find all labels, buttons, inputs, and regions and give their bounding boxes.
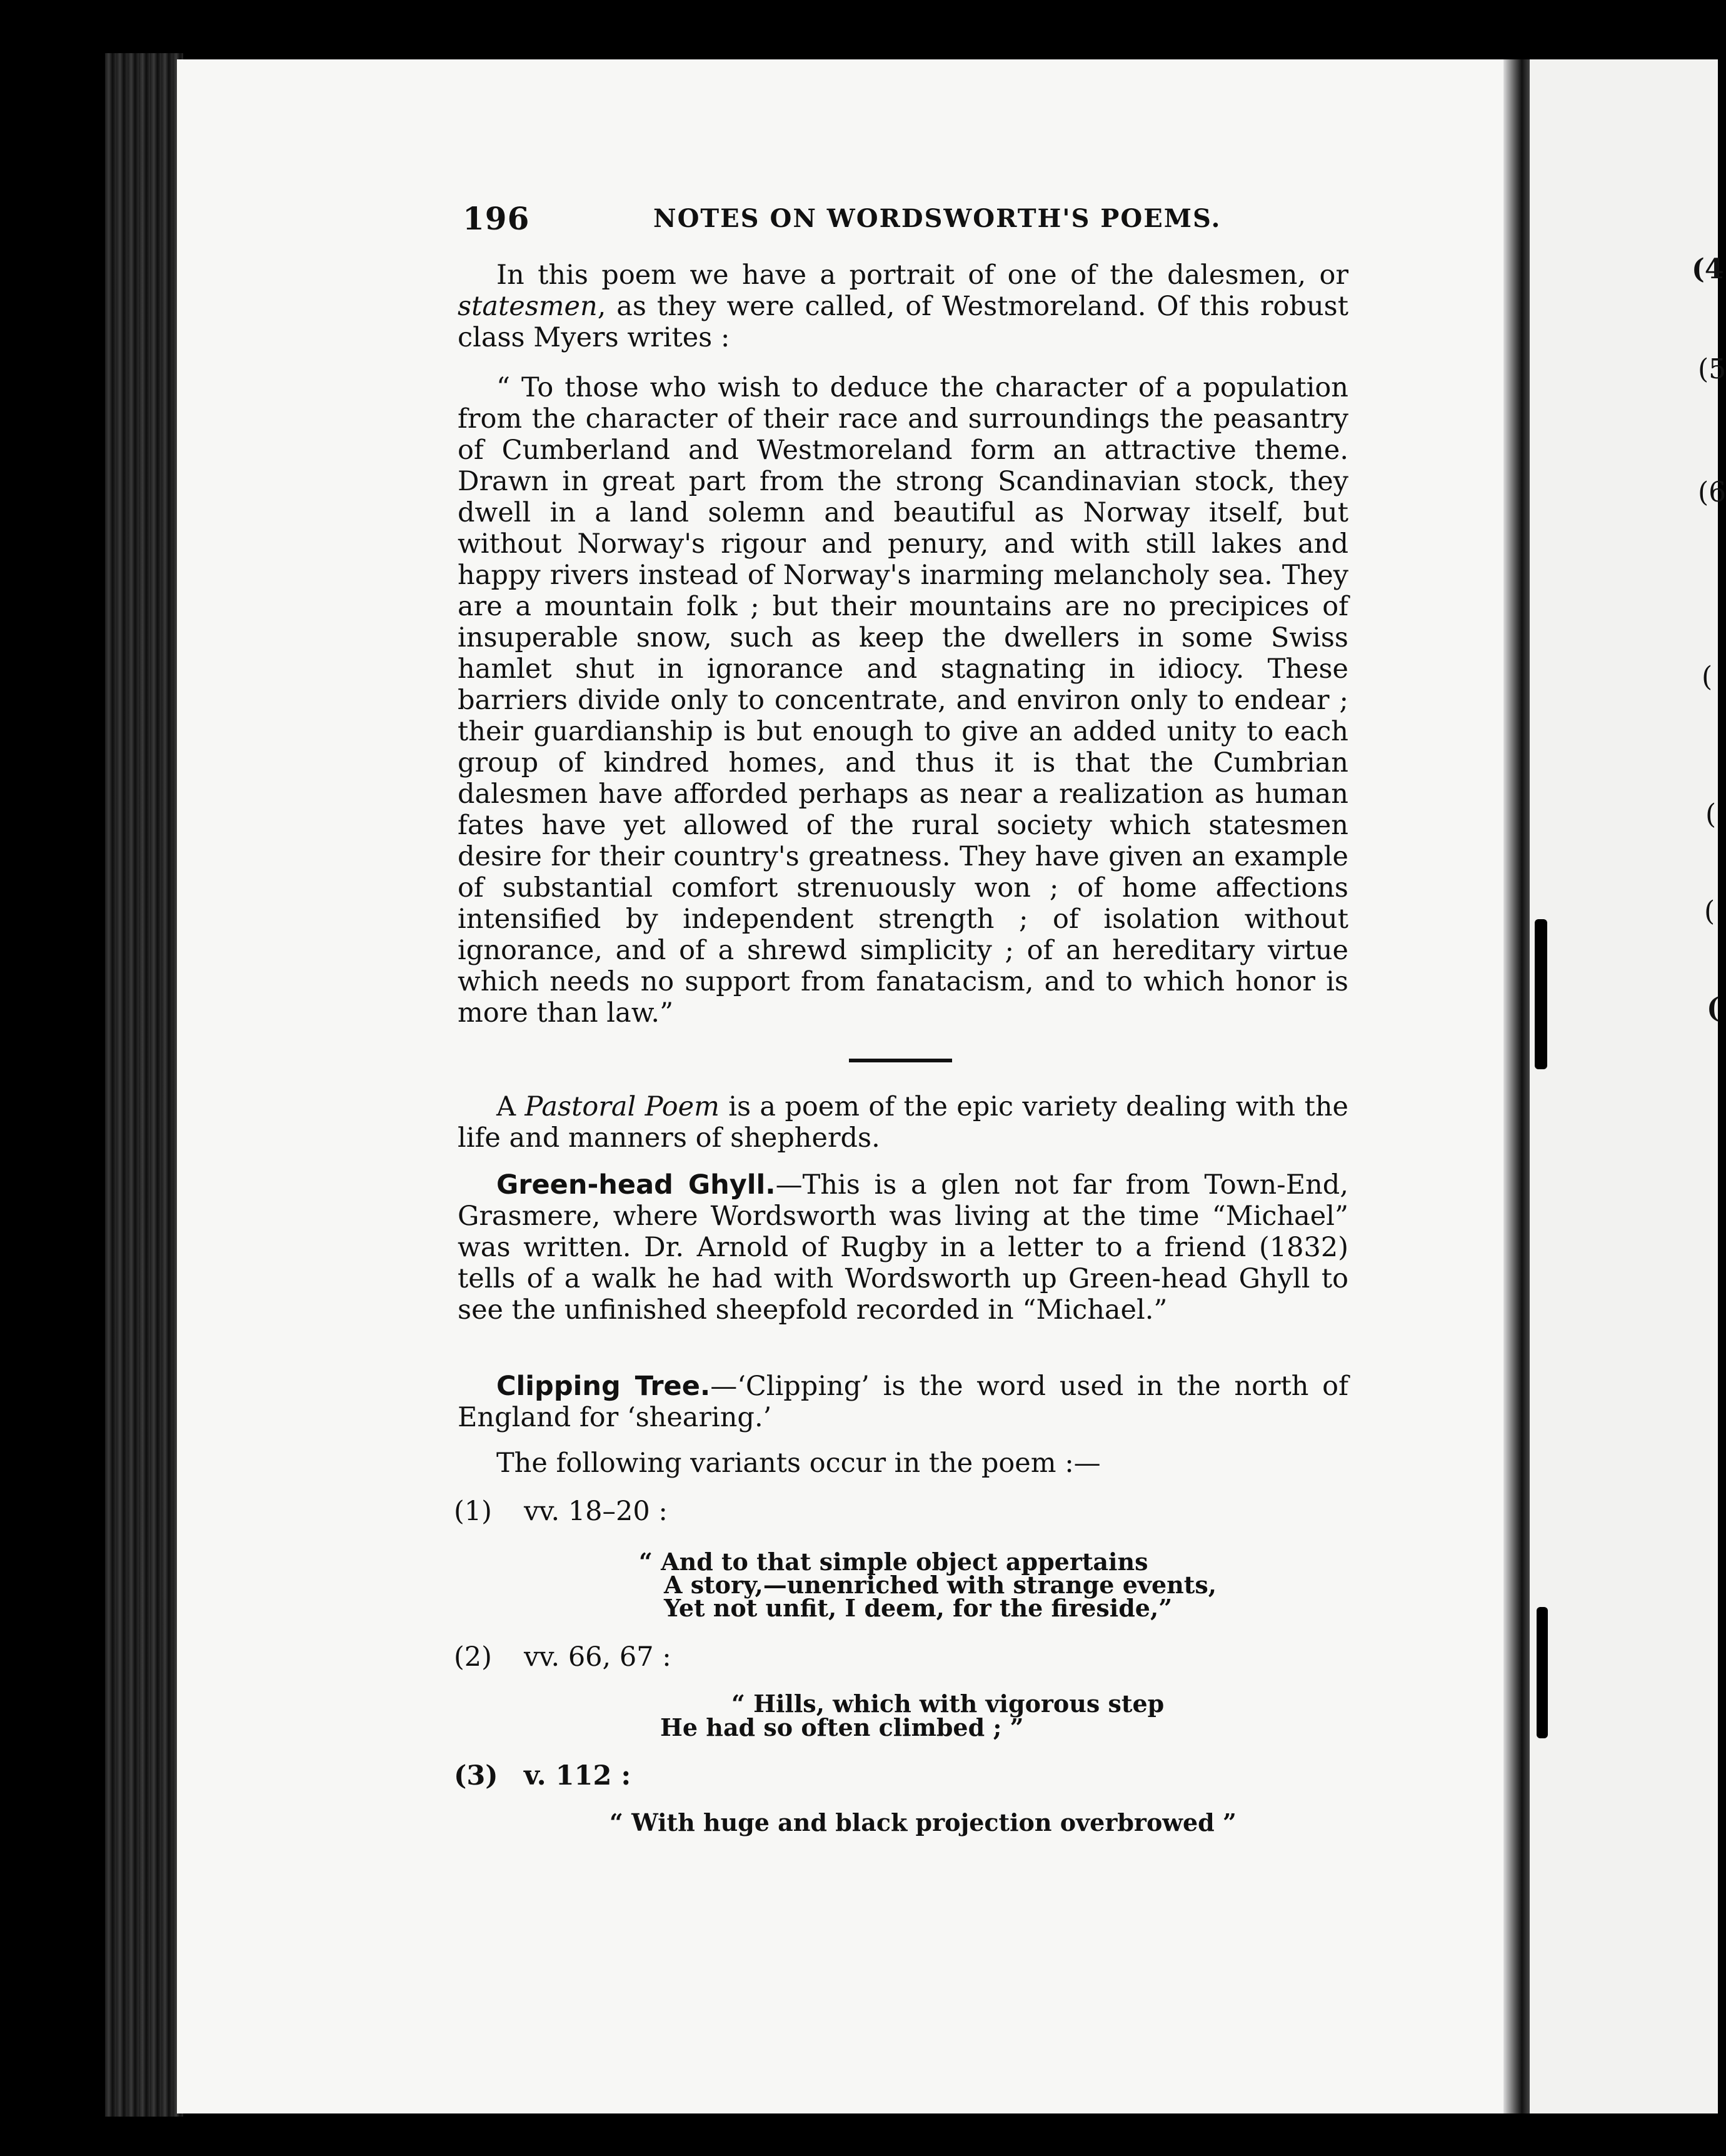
facing-page-fragment: (: [1704, 895, 1715, 927]
pastoral-pre: A: [496, 1091, 525, 1122]
section-divider: [849, 1059, 952, 1062]
facing-page-fragment: (: [1707, 992, 1720, 1024]
variant-number: (3): [454, 1760, 498, 1791]
variant-number: (2): [454, 1641, 492, 1673]
facing-page-fragment: (5: [1698, 353, 1726, 385]
facing-page-fragment: (6: [1698, 476, 1726, 508]
clipping-lead: Clipping Tree.: [496, 1371, 711, 1402]
scan-mark: [1537, 1607, 1548, 1738]
variant-reference: vv. 66, 67 :: [524, 1641, 671, 1673]
facing-page-fragment: (: [1705, 798, 1717, 830]
facing-page-fragment: (: [1702, 661, 1713, 693]
pastoral-term: Pastoral Poem: [524, 1091, 720, 1122]
green-head-lead: Green-head Ghyll.: [496, 1169, 776, 1201]
variant-quote-line: Yet not unfit, I deem, for the fireside,”: [664, 1594, 1173, 1622]
variant-reference: vv. 18–20 :: [524, 1496, 668, 1527]
book-page-edges: [105, 53, 183, 2117]
pastoral-paragraph: [458, 1091, 1348, 1154]
variant-quote-line: “ Hills, which with vigorous step: [731, 1690, 1165, 1718]
clipping-text: —‘Clipping’ is the word used in the north of England for ‘shearing.’: [458, 1371, 1348, 1433]
variant-quote-line: “ With huge and black projection overbrowed ”: [610, 1808, 1237, 1836]
running-header: [463, 200, 1363, 238]
variant-number: (1): [454, 1496, 492, 1527]
scan-mark: [1535, 919, 1547, 1069]
pastoral-text: is a poem of the epic variety dealing with the life and manners of shepherds.: [458, 1091, 1348, 1154]
facing-page: [1530, 59, 1718, 2113]
running-title: NOTES ON WORDSWORTH'S POEMS.: [653, 204, 1222, 233]
facing-page-fragment: (4: [1692, 253, 1724, 285]
intro-text: In this poem we have a portrait of one of the dalesmen, or: [496, 259, 1348, 291]
page-number: 196: [463, 200, 530, 237]
green-head-text: —This is a glen not far from Town-End, Grasmere, where Wordsworth was living at the time “Michael” was written. Dr. Arnold of Rugby in a letter to a friend (1832) tells of a walk he had with Wordsworth up Green-head Ghyll to see the unfinished sheepfold recorded in “Michael.”: [458, 1169, 1348, 1326]
green-head-paragraph: [458, 1169, 1348, 1326]
variants-intro: The following variants occur in the poem :—: [496, 1448, 1101, 1479]
variant-quote-line: A story,—unenriched with strange events,: [664, 1571, 1217, 1599]
intro-paragraph: [458, 259, 1348, 353]
variant-quote-line: “ And to that simple object appertains: [639, 1548, 1148, 1576]
clipping-paragraph: [458, 1371, 1348, 1433]
variant-quote-line: He had so often climbed ; ”: [660, 1713, 1024, 1741]
intro-text: , as they were called, of Westmoreland. Of this robust class Myers writes :: [458, 291, 1348, 353]
book-page: [177, 59, 1524, 2113]
variant-reference: v. 112 :: [524, 1760, 631, 1791]
book-gutter: [1503, 59, 1530, 2113]
intro-emphasis: statesmen: [458, 291, 598, 322]
myers-quotation: “ To those who wish to deduce the character of a population from the character of their race and surroundings the peasantry of Cumberland and Westmoreland form an attractive theme. Drawn in great part from the strong Scandinavian stock, they dwell in a land solemn and beautiful as Norway itself, but without Norway's rigour and penury, and with still lakes and happy rivers instead of Norway's inarming melancholy sea. They are a mountain folk ; but their mountains are no precipices of insuperable snow, such as keep the dwellers in some Swiss hamlet shut in ignorance and stagnating in idiocy. These barriers divide only to concentrate, and environ only to endear ; their guardianship is but enough to give an added unity to each group of kindred homes, and thus it is that the Cumbrian dalesmen have afforded perhaps as near a realization as human fates have yet allowed of the rural society which statesmen desire for their country's greatness. They have given an example of substantial comfort strenuously won ; of home affections intensified by independent strength ; of isolation without ignorance, and of a shrewd simplicity ; of an hereditary virtue which needs no support from fanatacism, and to which honor is more than law.”: [458, 372, 1348, 1029]
